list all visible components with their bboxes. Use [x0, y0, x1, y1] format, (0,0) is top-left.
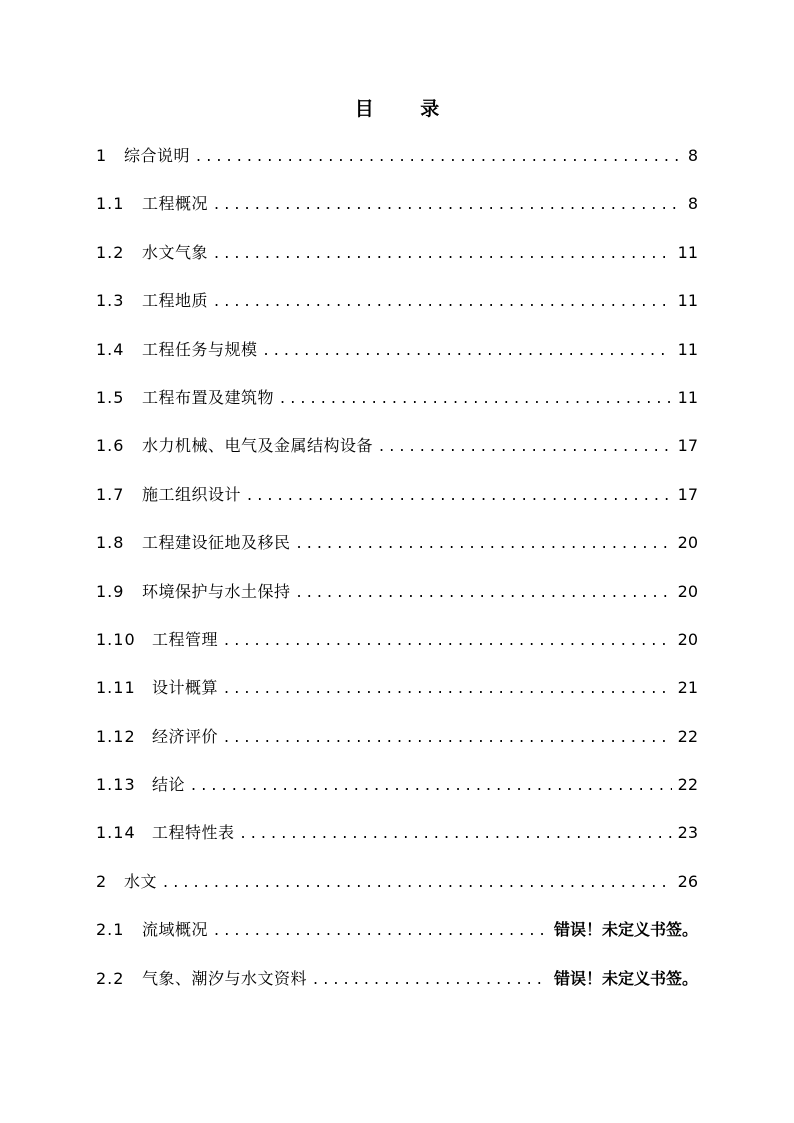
toc-title: 目 录 [354, 98, 460, 120]
toc-entry-page-number: 21 [677, 678, 698, 698]
toc-entry-label: 工程建设征地及移民 [142, 533, 291, 553]
toc-entry-error-text: 错误！未定义书签。 [553, 968, 698, 988]
toc-entry-number: 1.8 [96, 533, 125, 553]
toc-entry-label: 水力机械、电气及金属结构设备 [142, 436, 374, 456]
toc-entry[interactable] [96, 771, 698, 819]
toc-dot-leader [196, 142, 682, 170]
toc-dot-leader [224, 674, 672, 702]
toc-entry-page-number: 8 [687, 146, 698, 165]
toc-entry[interactable] [96, 723, 698, 771]
toc-entry[interactable] [96, 916, 698, 964]
toc-dot-leader [280, 384, 672, 412]
toc-entry-page-number: 11 [677, 387, 698, 407]
toc-entry-label: 经济评价 [152, 726, 219, 746]
toc-entry-number: 1.14 [96, 823, 136, 843]
toc-entry-number: 1 [96, 146, 108, 165]
toc-entry-page-number: 17 [677, 436, 698, 456]
toc-entry-page-number: 11 [677, 339, 698, 359]
toc-dot-leader [224, 626, 672, 654]
toc-entry-number: 2.1 [96, 920, 125, 940]
toc-entry[interactable] [96, 626, 698, 674]
toc-dot-leader [313, 965, 548, 993]
toc-entry-label: 设计概算 [152, 678, 219, 698]
toc-entry-label: 工程任务与规模 [142, 339, 258, 359]
toc-entry-page-number: 23 [677, 823, 698, 843]
toc-entry-label: 工程概况 [142, 194, 209, 214]
toc-entry-page-number: 11 [677, 291, 698, 311]
toc-entry-page-number: 20 [677, 629, 698, 649]
toc-dot-leader [163, 868, 672, 896]
toc-entry[interactable] [96, 481, 698, 529]
toc-dot-leader [241, 819, 672, 847]
toc-dot-leader [214, 239, 672, 267]
toc-entry-page-number: 11 [677, 242, 698, 262]
toc-entry-label: 工程布置及建筑物 [142, 387, 275, 407]
toc-entry[interactable] [96, 142, 698, 190]
toc-dot-leader [297, 529, 672, 557]
toc-entry-page-number: 22 [677, 775, 698, 795]
toc-dot-leader [191, 771, 672, 799]
toc-entry-number: 1.6 [96, 436, 125, 456]
toc-entry-page-number: 8 [687, 194, 698, 214]
toc-entry[interactable] [96, 965, 698, 1013]
toc-list [96, 142, 698, 1013]
toc-dot-leader [247, 481, 672, 509]
toc-entry[interactable] [96, 529, 698, 577]
toc-entry[interactable] [96, 432, 698, 480]
toc-entry-page-number: 22 [677, 726, 698, 746]
toc-entry-error-text: 错误！未定义书签。 [553, 920, 698, 940]
toc-entry-number: 1.13 [96, 775, 136, 795]
toc-dot-leader [214, 916, 548, 944]
toc-entry-label: 气象、潮汐与水文资料 [142, 968, 308, 988]
toc-entry-number: 2 [96, 871, 108, 891]
toc-entry[interactable] [96, 336, 698, 384]
toc-entry-label: 水文 [124, 871, 158, 891]
toc-entry-number: 1.3 [96, 291, 125, 311]
toc-entry[interactable] [96, 190, 698, 238]
toc-entry-label: 工程地质 [142, 291, 209, 311]
toc-entry-number: 1.5 [96, 387, 125, 407]
toc-entry-label: 流域概况 [142, 920, 209, 940]
toc-entry-number: 1.10 [96, 629, 136, 649]
toc-entry-label: 环境保护与水土保持 [142, 581, 291, 601]
toc-entry-page-number: 20 [677, 533, 698, 553]
toc-dot-leader [264, 336, 672, 364]
toc-entry-label: 综合说明 [124, 146, 191, 165]
toc-entry-label: 结论 [152, 775, 186, 795]
toc-entry-number: 1.7 [96, 484, 125, 504]
toc-entry-label: 工程特性表 [152, 823, 235, 843]
toc-entry[interactable] [96, 674, 698, 722]
toc-entry-number: 1.11 [96, 678, 136, 698]
toc-entry-number: 2.2 [96, 968, 125, 988]
toc-entry-label: 施工组织设计 [142, 484, 242, 504]
toc-entry[interactable] [96, 384, 698, 432]
toc-dot-leader [297, 578, 672, 606]
toc-entry-number: 1.1 [96, 194, 125, 214]
toc-entry-label: 工程管理 [152, 629, 219, 649]
toc-entry-page-number: 17 [677, 484, 698, 504]
toc-entry[interactable] [96, 578, 698, 626]
toc-entry[interactable] [96, 868, 698, 916]
toc-dot-leader [379, 432, 672, 460]
toc-entry-number: 1.2 [96, 242, 125, 262]
toc-entry-number: 1.12 [96, 726, 136, 746]
toc-entry[interactable] [96, 287, 698, 335]
toc-dot-leader [224, 723, 672, 751]
toc-entry-label: 水文气象 [142, 242, 209, 262]
toc-entry[interactable] [96, 239, 698, 287]
toc-dot-leader [214, 287, 672, 315]
toc-entry-page-number: 20 [677, 581, 698, 601]
toc-entry-number: 1.4 [96, 339, 125, 359]
toc-dot-leader [214, 190, 682, 218]
toc-entry[interactable] [96, 819, 698, 867]
toc-entry-page-number: 26 [677, 871, 698, 891]
toc-entry-number: 1.9 [96, 581, 125, 601]
